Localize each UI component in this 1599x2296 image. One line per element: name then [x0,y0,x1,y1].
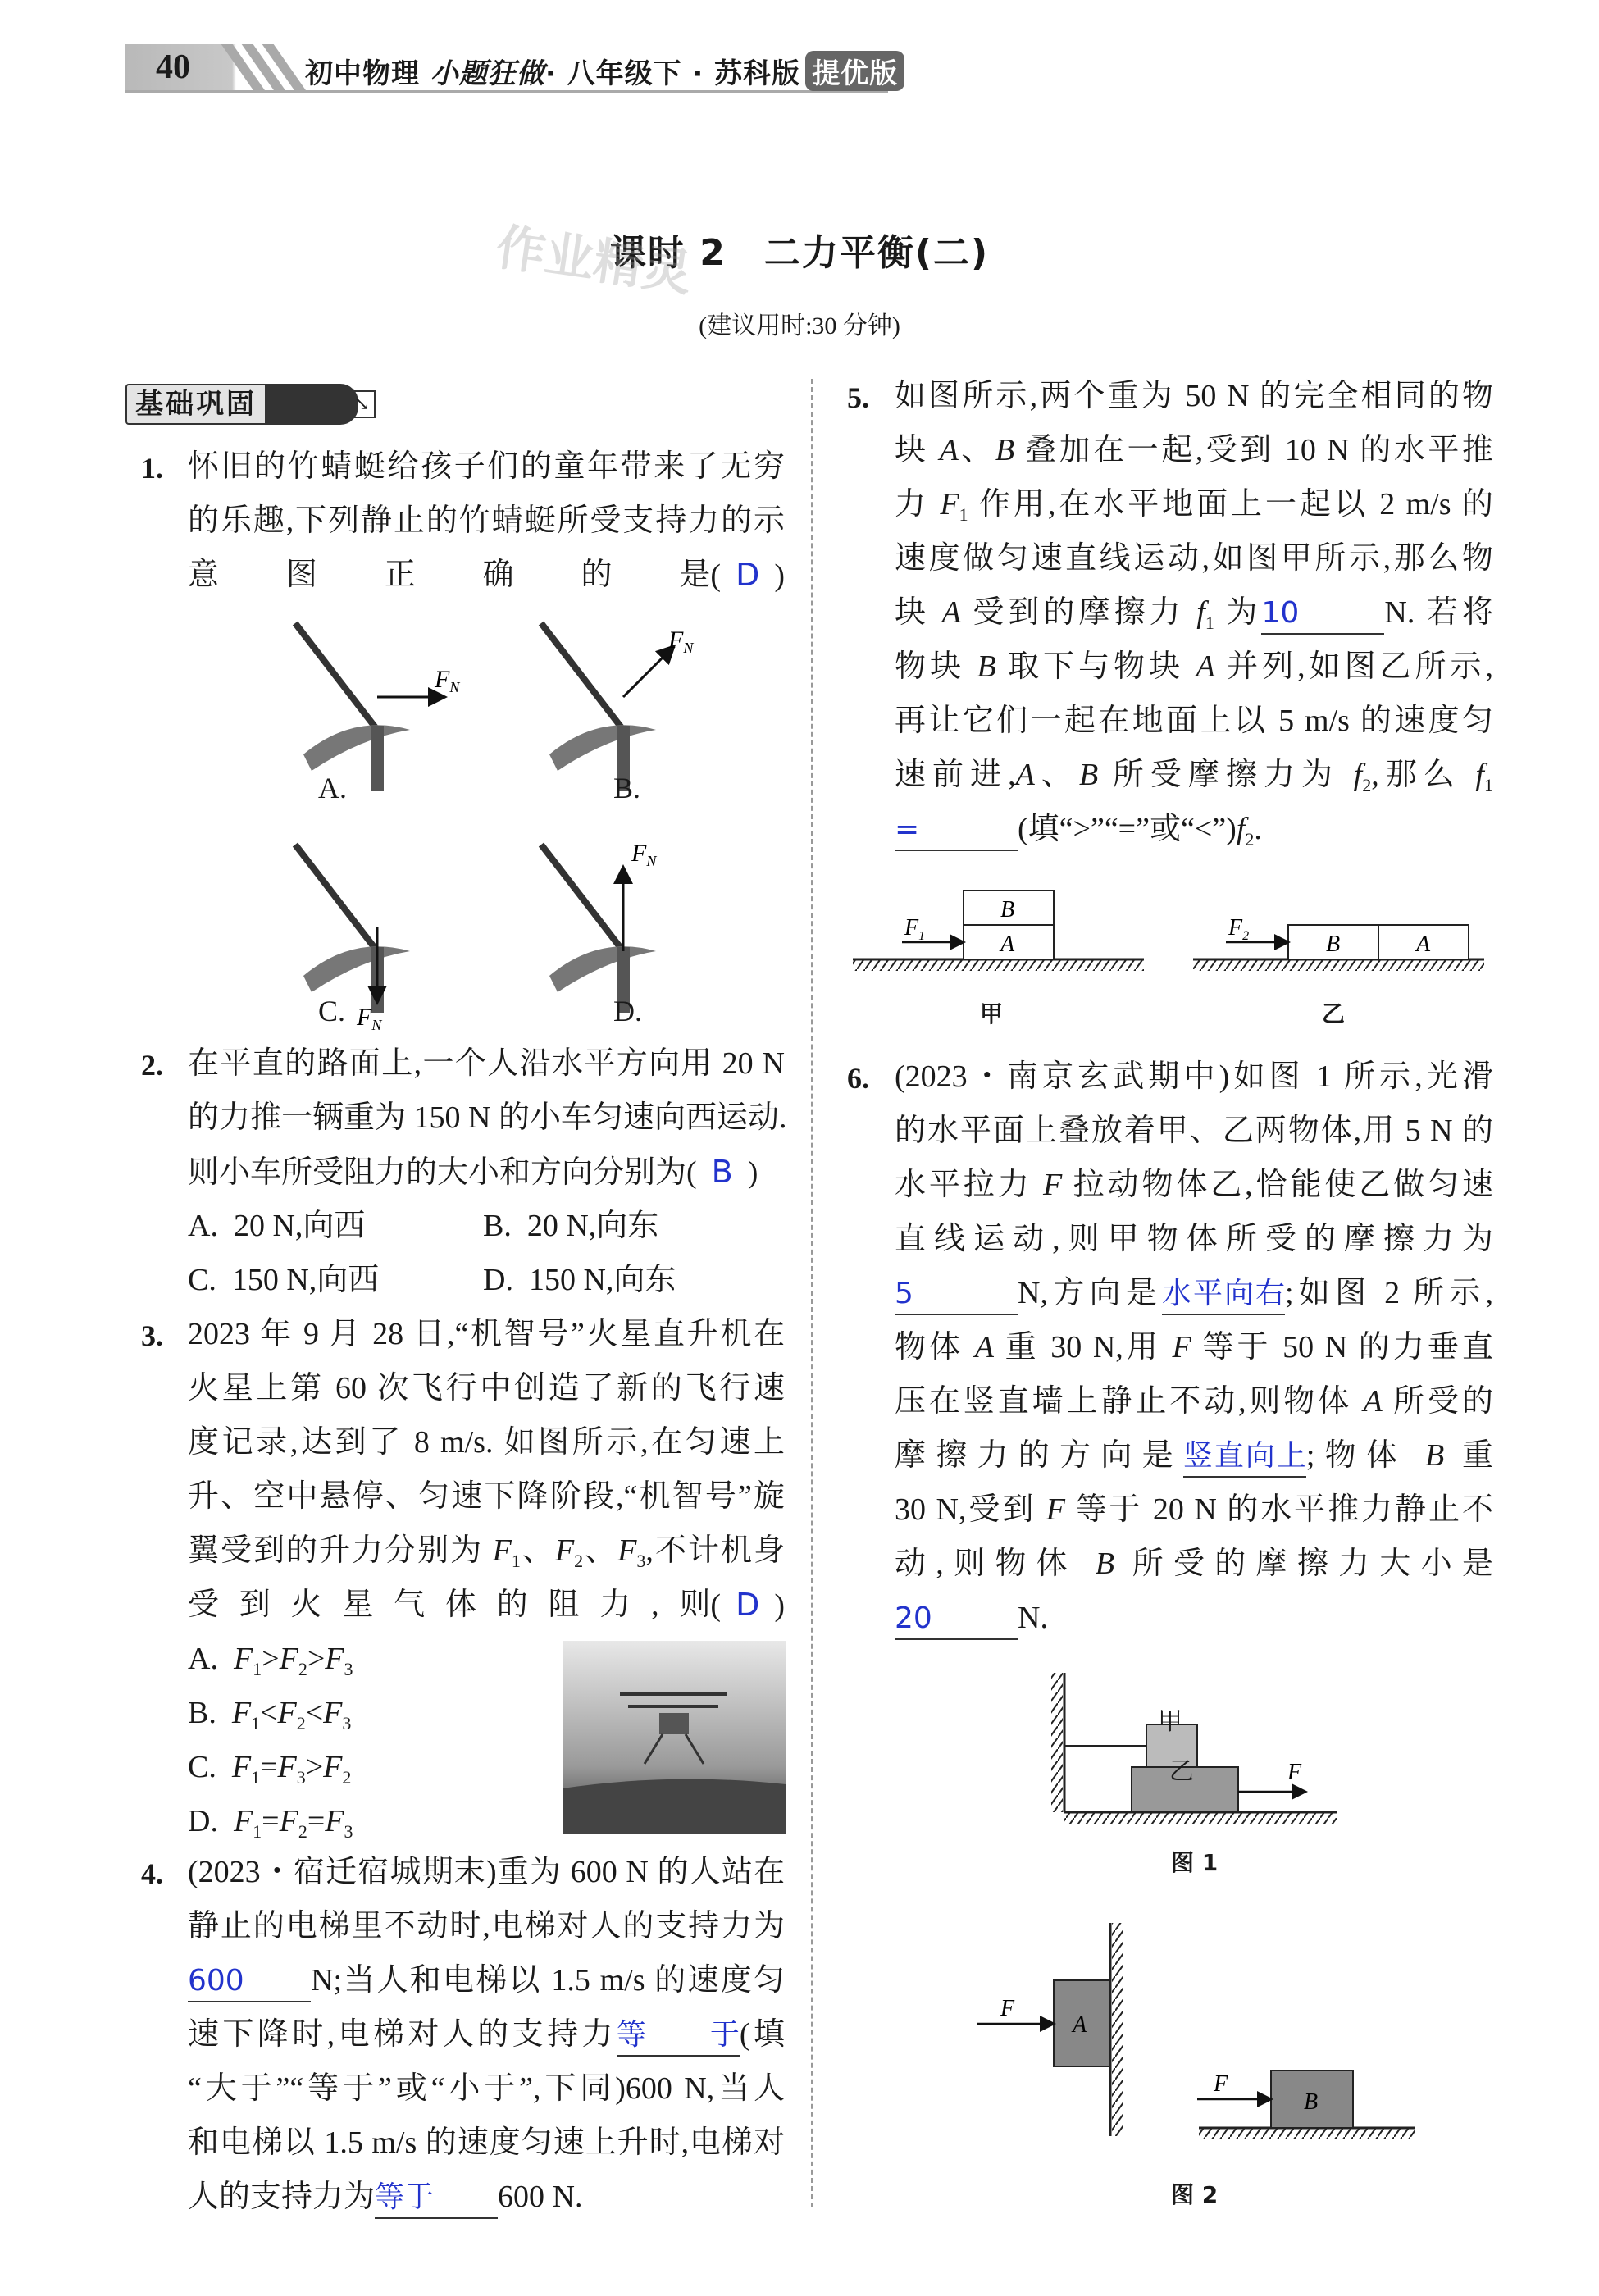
edition-badge: 提优版 [805,51,904,91]
question-6 [895,1050,1493,1645]
figure-label: 乙 [1322,1000,1346,1027]
text: 的力推一辆重为 150 N 的小车匀速向西运动. [188,1100,787,1135]
answer-blank[interactable]: 20 [895,1599,1018,1640]
text-line [188,2116,785,2170]
question-number: 3. [141,1319,163,1352]
figure-caption: 图 1 [1171,1849,1219,1876]
text: 动,则物体 [895,1547,1096,1581]
text: 速度做匀速直线运动,如图甲所示,那么物 [895,541,1493,576]
text: 取下与物块 [995,649,1196,684]
text: 并列,如图乙所示, [1214,649,1493,684]
variable: B [1425,1438,1445,1473]
text: 受到火星气体的阻力,则 [188,1588,711,1622]
text: ;如图 2 所示, [1285,1276,1493,1310]
svg-text:F: F [1287,1760,1302,1785]
text: 水平拉力 [895,1168,1044,1202]
text-line [895,1591,1493,1645]
text: 的水平面上叠放着甲、乙两物体,用 5 N 的 [895,1114,1493,1148]
subscript: 2 [298,1821,308,1842]
subscript: 1 [253,1821,262,1842]
text: 所受摩擦力为 [1098,758,1354,792]
text-line [895,1320,1493,1374]
text: 速前进, [895,758,1016,792]
variable: F [617,1533,637,1568]
text: 、 [583,1533,618,1568]
text: C. [188,1750,232,1784]
column-divider [811,379,813,2207]
answer-parentheses: ( D ) [710,1587,785,1623]
text-line [895,1483,1493,1537]
text-line [188,548,785,602]
dragonfly-figures [230,607,738,1033]
subscript: 2 [574,1551,584,1571]
variable: B [1095,1547,1114,1581]
option [188,1253,483,1307]
variable: A [1196,649,1215,684]
text-line [188,2061,785,2116]
svg-text:B: B [1304,2089,1319,2115]
choice-label: D. [613,995,642,1027]
text: > [307,1642,326,1676]
svg-text:F: F [1214,2071,1228,2097]
svg-text:FN: $F_N$ [631,840,657,869]
text: 再让它们一起在地面上以 5 m/s 的速度匀 [895,704,1493,738]
svg-text:F: F [1000,1996,1015,2021]
text: 升、空中悬停、匀速下降阶段,“机智号”旋 [188,1479,785,1514]
text: 、 [1034,758,1079,792]
text-line [895,1537,1493,1591]
text: 度记录,达到了 8 m/s. 如图所示,在匀速上 [188,1425,785,1460]
variable: F [277,1750,297,1784]
text: (2023・宿迁宿城期末)重为 600 N 的人站在 [188,1855,785,1889]
text: 意图正确的是 [188,558,711,592]
watermark: 作业精灵 [492,218,696,303]
text-line [895,694,1493,748]
subscript: 2 [342,1767,352,1788]
variable: F [1172,1330,1191,1364]
subject: 初中物理 [305,57,420,90]
variable: F [279,1804,298,1838]
variable: F [279,1642,298,1676]
arrow-icon: ↘ [348,390,376,418]
block-a-label: A [1000,932,1015,957]
text-line [188,1845,785,1899]
option-row [188,1253,785,1307]
option-row [188,1199,785,1253]
figure-label: 甲 [980,1000,1004,1027]
question-number: 6. [847,1062,869,1095]
svg-text:A: A [1073,2012,1087,2038]
option [483,1199,778,1253]
answer-blank[interactable]: 5 [895,1274,1018,1315]
text-line [895,585,1493,640]
answer-choice: D [736,1587,760,1623]
text-line [895,423,1493,477]
suggested-time: (建议用时:30 分钟) [699,312,900,339]
text: (填“>”“=”或“<”) [1018,812,1237,846]
block-jia-label: 甲 [1158,1708,1182,1735]
dragonfly-c [295,845,410,1033]
text: 速下降时,电梯对人的支持力 [188,2017,617,2052]
book-title [305,51,904,91]
text-line [188,1578,785,1632]
text: 的乐趣,下列静止的竹蜻蜓所受支持力的示 [188,503,785,538]
answer-choice: B [711,1154,733,1190]
text: 在平直的路面上,一个人沿水平方向用 20 N [188,1046,785,1081]
dragonfly-b [541,623,694,791]
subscript: 1 [511,1551,521,1571]
text-line [188,440,785,494]
text: 600 N. [498,2180,583,2214]
variable: F [231,1750,252,1784]
question-4 [188,1845,785,2224]
text: 等于 50 N 的力垂直 [1191,1330,1493,1364]
svg-text:FN: $F_N$ [357,1004,382,1033]
text-line [188,1469,785,1524]
question-5 [895,369,1493,856]
force-label: $F_N$ [435,666,460,695]
text: 则小车所受阻力的大小和方向分别为 [188,1155,687,1190]
text: > [305,1750,324,1784]
choice-label: B. [613,772,641,804]
figure-6-2 [968,1919,1427,2148]
text: > [262,1642,280,1676]
text-line [188,2170,785,2224]
text: N,方向是 [1018,1276,1163,1310]
svg-text:FN: $F_N$ [668,626,694,656]
text: B. [188,1696,232,1730]
subscript: 2 [1245,829,1255,850]
text: ;物体 [1305,1438,1425,1473]
block-yi-label: 乙 [1169,1758,1194,1785]
text-line [895,1104,1493,1158]
answer-parentheses: ( D ) [710,557,785,593]
text: 压在竖直墙上静止不动,则物体 [895,1384,1364,1419]
variable: A [941,595,961,630]
block-b-label: B [1000,897,1015,922]
answer-blank[interactable]: = [895,810,1018,851]
answer-choice: D [736,557,760,593]
variable: F [233,1804,253,1838]
text: 所受的摩擦力大小是 [1114,1547,1493,1581]
text-line [188,1361,785,1415]
text: D. 150 N,向东 [483,1263,676,1297]
variable: A [974,1330,994,1364]
option [188,1199,483,1253]
answer-parentheses: ( B ) [686,1154,758,1190]
text: = [260,1750,278,1784]
text-line [188,1415,785,1469]
text: 重 30 N,用 [993,1330,1173,1364]
variable: F [940,487,959,522]
variable: A [939,433,959,467]
subscript: 3 [344,1659,353,1679]
text-line [895,802,1493,856]
text: 为 [1214,595,1262,630]
text: 人的支持力为 [188,2180,376,2214]
page-number: 40 [156,48,190,86]
text: (填 [739,2017,785,2052]
variable: F [1043,1168,1063,1202]
variable: F [323,1750,343,1784]
text: A. 20 N,向西 [188,1209,366,1243]
text: N. [1018,1601,1048,1635]
text-line [188,1899,785,1953]
text: 如图所示,两个重为 50 N 的完全相同的物 [895,379,1493,413]
variable: F [233,1642,253,1676]
text: 叠加在一起,受到 10 N 的水平推 [1014,433,1493,467]
text-line [188,1145,785,1199]
subscript: 1 [251,1767,261,1788]
svg-text:F1: $F_1$ [904,915,926,943]
choice-label: A. [318,772,347,804]
text-line [895,531,1493,585]
variable: B [1078,758,1099,792]
section-heading: 基础巩固 [125,384,358,425]
answer-blank[interactable]: 水平向右 [1162,1274,1285,1315]
text: 30 N,受到 [895,1492,1046,1527]
variable: F [325,1642,344,1676]
text: D. [188,1804,234,1838]
variable: F [554,1533,575,1568]
text: ,不计机身 [645,1533,785,1568]
text: ,那么 [1371,758,1476,792]
figure-5 [849,877,1496,1033]
text: 重 [1444,1438,1493,1473]
text-line [188,1091,785,1145]
dragonfly-a [295,623,460,791]
text: C. 150 N,向西 [188,1263,380,1297]
variable: F [277,1696,297,1730]
variable: F [231,1696,252,1730]
variable: A [1363,1384,1383,1419]
text-line [895,1050,1493,1104]
answer-blank[interactable]: 等于 [375,2178,498,2219]
text: 物块 [895,649,977,684]
answer-blank[interactable]: 等于 [617,2016,740,2057]
brand-logo: 小题狂做 [430,57,545,90]
subscript: 3 [342,1713,352,1733]
subscript: 1 [251,1713,261,1733]
text: < [260,1696,278,1730]
text: 静止的电梯里不动时,电梯对人的支持力为 [188,1909,785,1943]
variable: F [492,1533,512,1568]
text: 怀旧的竹蜻蜓给孩子们的童年带来了无穷 [188,449,785,484]
text-line [895,1158,1493,1212]
text: 作用,在水平地面上一起以 2 m/s 的 [968,487,1493,522]
subscript: 3 [296,1767,306,1788]
svg-text:B: B [1326,932,1341,957]
text-line [895,1428,1493,1483]
text-line [895,640,1493,694]
text: 力 [895,487,941,522]
text-line [188,1953,785,2007]
question-1 [188,440,785,603]
helicopter-photo [563,1641,786,1834]
variable: f [1236,812,1246,846]
text: 物体 [895,1330,975,1364]
text: 摩擦力的方向是 [895,1438,1183,1473]
text: N. 若将 [1384,595,1493,630]
dragonfly-d [541,840,657,1013]
answer-blank[interactable]: 10 [1261,594,1384,635]
text-line [895,369,1493,423]
svg-text:F2: $F_2$ [1228,915,1250,943]
text: 等于 20 N 的水平推力静止不 [1065,1492,1493,1527]
text: . [1254,812,1262,846]
variable: f [1475,758,1484,792]
variable: f [1353,758,1363,792]
text-line [895,748,1493,802]
text: A. [188,1642,234,1676]
question-number: 2. [141,1049,163,1082]
text-line [188,1036,785,1091]
text-line [188,494,785,548]
text: 拉动物体乙,恰能使乙做匀速 [1062,1168,1493,1202]
text-line [895,1212,1493,1266]
text: 块 [895,595,942,630]
text-line [895,477,1493,531]
variable: f [1196,595,1205,630]
text: B. 20 N,向东 [483,1209,659,1243]
question-number: 1. [141,452,163,485]
text: “大于”“等于”或“小于”,下同)600 N,当人 [188,2071,785,2106]
variable: F [325,1804,344,1838]
text: N;当人和电梯以 1.5 m/s 的速度匀 [311,1963,785,1998]
text: = [307,1804,326,1838]
choice-label: C. [318,995,346,1027]
text: 火星上第 60 次飞行中创造了新的飞行速 [188,1371,785,1405]
subscript: 2 [1362,775,1372,795]
subscript: 1 [959,504,968,525]
text: 、 [520,1533,555,1568]
text: 、 [958,433,995,467]
text: < [305,1696,324,1730]
text: = [262,1804,280,1838]
svg-text:A: A [1416,932,1431,957]
subscript: 1 [1205,613,1214,633]
answer-blank[interactable]: 600 [188,1961,311,2002]
variable: B [977,649,996,684]
text-line [188,1307,785,1361]
text: 受到的摩擦力 [960,595,1197,630]
text-line [895,1374,1493,1428]
option [483,1253,778,1307]
text: 和电梯以 1.5 m/s 的速度匀速上升时,电梯对 [188,2125,785,2160]
lesson-title: 课时 2 二力平衡(二) [609,232,990,274]
text: 2023 年 9 月 28 日,“机智号”火星直升机在 [188,1317,785,1351]
variable: F [1046,1492,1065,1527]
text: 所受的 [1382,1384,1493,1419]
variable: F [323,1696,343,1730]
subscript: 3 [636,1551,646,1571]
text-line [188,1524,785,1578]
subscript: 3 [344,1821,353,1842]
text: 翼受到的升力分别为 [188,1533,493,1568]
question-number: 5. [847,381,869,414]
text: 直线运动,则甲物体所受的摩擦力为 [895,1222,1493,1256]
text: (2023・南京玄武期中)如图 1 所示,光滑 [895,1059,1493,1094]
subscript: 1 [1483,775,1493,795]
variable: B [995,433,1015,467]
text: 块 [895,433,940,467]
grade: · 八年级下 · 苏科版 [544,57,801,90]
subscript: 2 [298,1659,308,1679]
text-line [188,2007,785,2061]
text-line [895,1266,1493,1320]
answer-blank[interactable]: 竖直向上 [1183,1437,1306,1478]
figure-caption: 图 2 [1171,2181,1219,2208]
subscript: 1 [253,1659,262,1679]
subscript: 2 [296,1713,306,1733]
question-2 [188,1036,785,1307]
question-number: 4. [141,1857,163,1890]
variable: A [1015,758,1035,792]
